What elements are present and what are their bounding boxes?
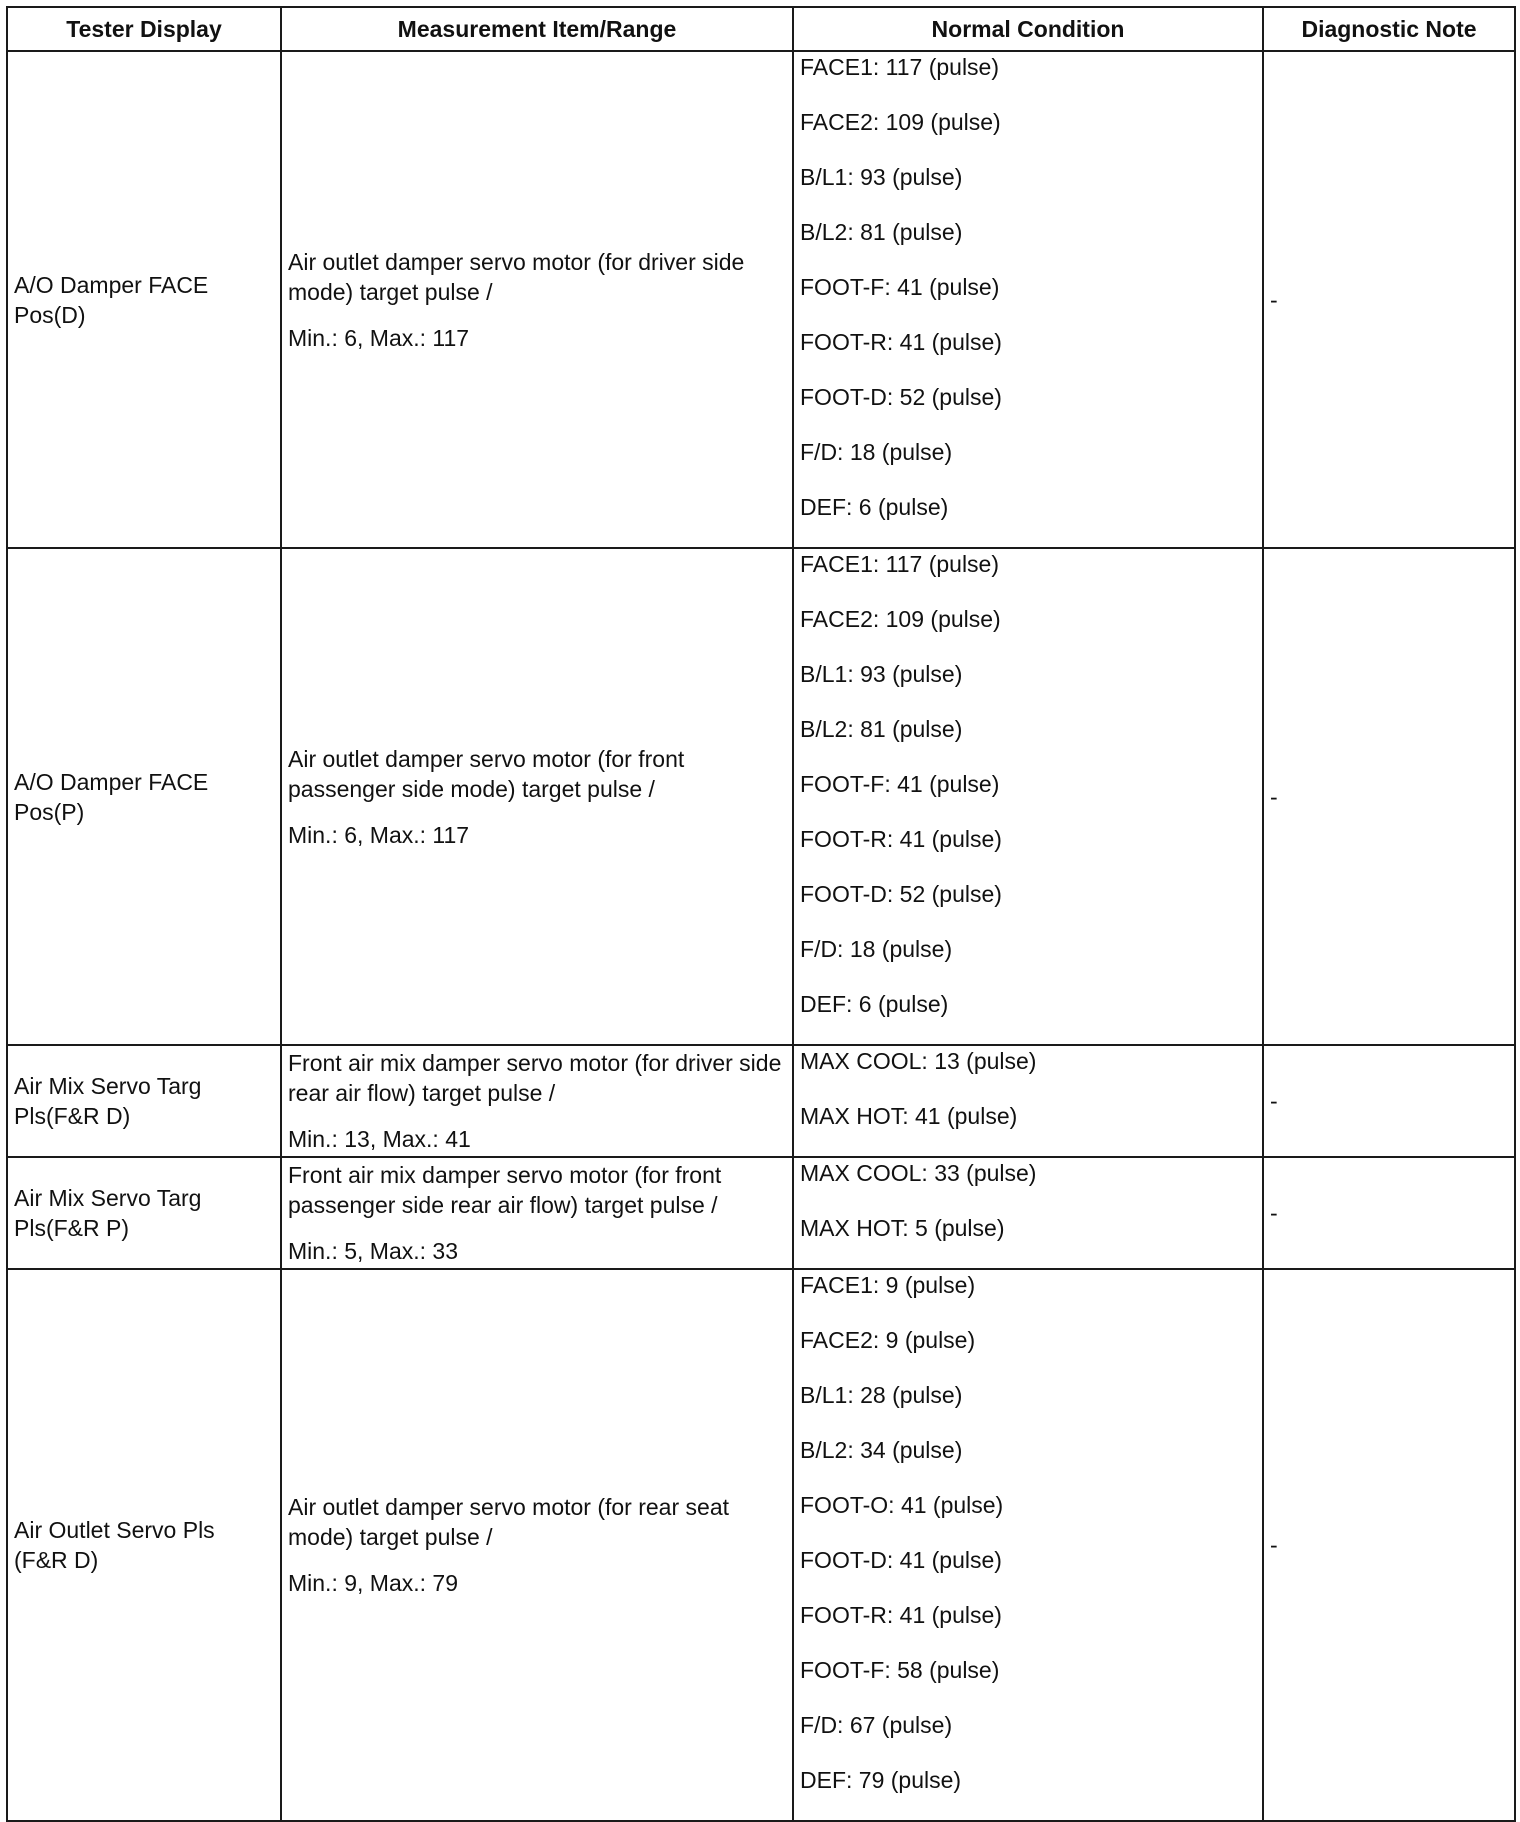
condition-line: MAX HOT: 5 (pulse) [800, 1215, 1005, 1241]
condition-line: MAX COOL: 13 (pulse) [800, 1048, 1037, 1074]
condition-line: FOOT-F: 41 (pulse) [800, 274, 1000, 300]
header-measurement-item-range: Measurement Item/Range [281, 7, 793, 51]
diagnostic-note-cell: - [1263, 548, 1515, 1045]
measurement-cell [281, 1157, 793, 1269]
table-row [7, 1269, 1515, 1821]
measurement-range: Min.: 5, Max.: 33 [288, 1238, 459, 1264]
measurement-description: Front air mix damper servo motor (for front passenger side rear air flow) target pulse / [288, 1162, 722, 1218]
measurement-range: Min.: 13, Max.: 41 [288, 1126, 471, 1152]
measurement-description: Front air mix damper servo motor (for driver side rear air flow) target pulse / [288, 1050, 782, 1106]
normal-condition-cell [793, 51, 1263, 548]
tester-display-cell: Air Outlet Servo Pls (F&R D) [7, 1269, 281, 1821]
header-tester-display: Tester Display [7, 7, 281, 51]
table-row [7, 548, 1515, 1045]
condition-line: FACE1: 9 (pulse) [800, 1272, 976, 1298]
condition-line: FOOT-D: 41 (pulse) [800, 1547, 1002, 1573]
table-row [7, 1157, 1515, 1269]
condition-line: FOOT-F: 41 (pulse) [800, 771, 1000, 797]
condition-line: MAX HOT: 41 (pulse) [800, 1103, 1018, 1129]
measurement-description: Air outlet damper servo motor (for rear seat mode) target pulse / [288, 1494, 729, 1550]
condition-line: FOOT-R: 41 (pulse) [800, 1602, 1002, 1628]
condition-line: DEF: 6 (pulse) [800, 494, 949, 520]
condition-line: F/D: 67 (pulse) [800, 1712, 953, 1738]
condition-line: FOOT-D: 52 (pulse) [800, 881, 1002, 907]
condition-line: B/L2: 81 (pulse) [800, 716, 963, 742]
condition-line: FACE2: 109 (pulse) [800, 606, 1001, 632]
condition-line: FACE1: 117 (pulse) [800, 54, 1000, 80]
tester-display-cell: Air Mix Servo Targ Pls(F&R D) [7, 1045, 281, 1157]
condition-line: F/D: 18 (pulse) [800, 936, 953, 962]
diagnostic-note-cell: - [1263, 1157, 1515, 1269]
condition-line: B/L1: 93 (pulse) [800, 164, 963, 190]
condition-line: MAX COOL: 33 (pulse) [800, 1160, 1037, 1186]
header-normal-condition: Normal Condition [793, 7, 1263, 51]
table-row [7, 1045, 1515, 1157]
measurement-cell [281, 1045, 793, 1157]
condition-line: FOOT-R: 41 (pulse) [800, 826, 1002, 852]
measurement-description: Air outlet damper servo motor (for front passenger side mode) target pulse / [288, 745, 685, 802]
condition-line: B/L1: 93 (pulse) [800, 661, 963, 687]
tester-display-cell: A/O Damper FACE Pos(P) [7, 548, 281, 1045]
condition-line: FACE2: 109 (pulse) [800, 109, 1001, 135]
condition-line: FOOT-F: 58 (pulse) [800, 1657, 1000, 1683]
tester-display-cell: A/O Damper FACE Pos(D) [7, 51, 281, 548]
measurement-description: Air outlet damper servo motor (for driver side mode) target pulse / [288, 248, 745, 305]
condition-line: B/L2: 81 (pulse) [800, 219, 963, 245]
normal-condition-cell [793, 1157, 1263, 1269]
tester-display-cell: Air Mix Servo Targ Pls(F&R P) [7, 1157, 281, 1269]
condition-line: FACE1: 117 (pulse) [800, 551, 1000, 577]
measurement-cell [281, 548, 793, 1045]
normal-condition-cell [793, 1045, 1263, 1157]
diagnostic-note-cell: - [1263, 1269, 1515, 1821]
header-row [7, 7, 1515, 51]
normal-condition-cell [793, 1269, 1263, 1821]
condition-line: DEF: 6 (pulse) [800, 991, 949, 1017]
measurement-cell [281, 51, 793, 548]
table-header [7, 7, 1515, 51]
table-row [7, 51, 1515, 548]
condition-line: FACE2: 9 (pulse) [800, 1327, 976, 1353]
measurement-range: Min.: 6, Max.: 117 [288, 324, 470, 351]
condition-line: FOOT-D: 52 (pulse) [800, 384, 1002, 410]
measurement-range: Min.: 9, Max.: 79 [288, 1570, 459, 1596]
condition-line: B/L2: 34 (pulse) [800, 1437, 963, 1463]
header-diagnostic-note: Diagnostic Note [1263, 7, 1515, 51]
condition-line: B/L1: 28 (pulse) [800, 1382, 963, 1408]
diagnostic-note-cell: - [1263, 51, 1515, 548]
condition-line: FOOT-R: 41 (pulse) [800, 329, 1002, 355]
diagnostic-table [6, 6, 1516, 1822]
normal-condition-cell [793, 548, 1263, 1045]
condition-line: F/D: 18 (pulse) [800, 439, 953, 465]
table-body [7, 51, 1515, 1821]
diagnostic-note-cell: - [1263, 1045, 1515, 1157]
measurement-range: Min.: 6, Max.: 117 [288, 821, 470, 848]
measurement-cell [281, 1269, 793, 1821]
condition-line: DEF: 79 (pulse) [800, 1767, 962, 1793]
condition-line: FOOT-O: 41 (pulse) [800, 1492, 1004, 1518]
